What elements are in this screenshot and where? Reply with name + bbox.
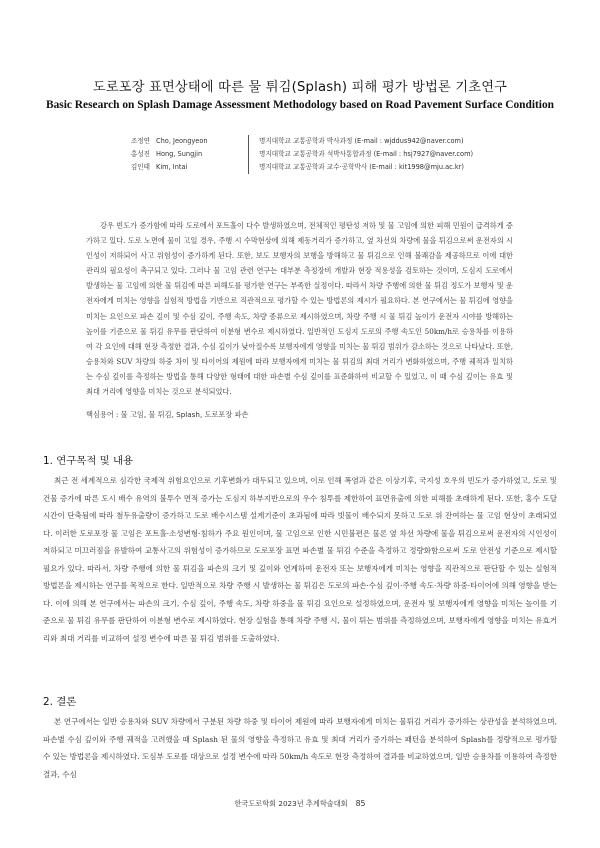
author-name-english: Kim, Intai <box>156 163 188 171</box>
footer-conference: 한국도로학회 2023년 추계학술대회 <box>234 799 348 808</box>
author-row <box>96 135 536 148</box>
section-heading-purpose: 1. 연구목적 및 내용 <box>43 455 134 467</box>
author-affiliation: 명지대학교 교통공학과 교수·공학박사 (E-mail : kit1998@mju.ac.kr) <box>248 161 464 174</box>
author-name-korean: 조정연 <box>130 137 150 145</box>
title-korean: 도로포장 표면상태에 따른 물 튀김(Splash) 피해 평가 방법론 기초연구 <box>92 80 508 95</box>
author-row <box>96 161 536 174</box>
page-number: 85 <box>355 799 366 808</box>
page-footer <box>0 799 600 809</box>
title-english: Basic Research on Splash Damage Assessment Methodology based on Road Pavement Surface Condition <box>46 99 554 111</box>
author-affiliation: 명지대학교 교통공학과 석박사통합과정 (E-mail : hsj7927@naver.com) <box>248 148 473 161</box>
author-name-korean: 김인태 <box>130 163 150 171</box>
author-name-english: Cho, Jeongyeon <box>156 137 208 145</box>
author-row <box>96 148 536 161</box>
section-body-conclusion: 본 연구에서는 일반 승용차와 SUV 차량에서 구분된 차량 하중 및 타이어 제원에 따라 보행자에게 미치는 물튀김 거리가 증가하는 상관성을 분석하였으며, 파손별 수심 깊이와 주행 궤적을 고려했을 때 Splash 된 물의 영향을 측정하고 유효 및 최대 거리가 증가하는 패턴을 분석하여 Splash를 정량적으로 평가할 수 있는 방법론을 제시하였다. 도심부 도로를 대상으로 설정 변수에 따라 50km/h 속도로 현장 측정하여 결과를 비교하였으며, 일반 승용차를 이용하여 측정한 결과, 수심 <box>43 717 557 779</box>
author-name-korean: 홍성진 <box>130 150 150 158</box>
keywords: 핵심용어 : 물 고임, 물 튀김, Splash, 도로포장 파손 <box>86 410 249 419</box>
section-heading-conclusion: 2. 결론 <box>43 696 77 708</box>
author-affiliation: 명지대학교 교통공학과 박사과정 (E-mail : wjddus942@naver.com) <box>248 135 464 148</box>
author-block <box>96 135 536 174</box>
author-name-english: Hong, Sungjin <box>156 150 203 158</box>
abstract: 강우 빈도가 증가함에 따라 도로에서 포트홀이 다수 발생하였으며, 전체적인 평탄성 저하 및 물 고임에 의한 피해 민원이 급격하게 증가하고 있다. 도로 노면에 물이 고일 경우, 주행 시 수막현상에 의해 제동거리가 증가하고, 옆 차선의 차량에 물을 튀김으로써 운전자의 시인성이 저하되어 사고 위험성이 증가하게 된다. 또한, 보도 보행자의 보행을 방해하고 물 튀김으로 인해 불쾌감을 제공하므로 이에 대한 관리의 필요성이 촉구되고 있다. 그러나 물 고임 관련 연구는 대부분 측정장비 개발과 현장 적용성을 검토하는 것이며, 도심지 도로에서 발생하는 물 고임에 의한 물 튀김에 따른 피해도를 평가한 연구는 부족한 실정이다. 따라서 차량 주행에 의한 물 튀김 정도가 보행자 및 운전자에게 미치는 영향을 실험적 방법을 기반으로 직관적으로 평가할 수 있는 방법론의 제시가 필요하다. 본 연구에서는 물 튀김에 영향을 미치는 요인으로 파손 깊이 및 수심 깊이, 주행 속도, 차량 종류으로 제시하였으며, 차량 주행 시 물 튀김 높이가 운전자 시야를 방해하는 높이를 기준으로 물 튀김 유무를 판단하여 이분형 변수로 제시하였다. 일반적인 도심지 도로의 주행 속도인 50km/h로 승용차를 이용하여 각 요인에 대해 현장 측정한 결과, 수심 깊이가 낮아질수록 보행자에게 영향을 미치는 물 튀김 범위가 감소하는 것으로 나타났다. 또한, 승용차와 SUV 차량의 하중 차이 및 타이어의 제원에 따라 보행자에게 미치는 물 튀김의 최대 거리가 변화하였으며, 주행 궤적과 일치하는 수심 깊이를 측정하는 방법을 통해 다양한 형태에 대한 파손별 수심 깊이를 표준화하여 비교할 수 있었고, 이 때 수심 깊이는 유효 및 최대 거리에 영향을 미치는 것으로 분석되었다. <box>86 221 513 397</box>
section-body-purpose: 최근 전 세계적으로 심각한 국제적 위험요인으로 기후변화가 대두되고 있으며, 이로 인해 폭염과 같은 이상기후, 국지성 호우의 빈도가 증가하였고, 도로 및 건물 증가에 따른 도시 배수 유역의 불투수 면적 증가는 도심지 하부지반으로의 우수 침투를 제한하여 표면유출에 의한 피해를 초래하게 된다. 또한, 홍수 도달시간이 단축됨에 따라 첨두유출량이 증가하고 도로 배수시스템 설계기준이 초과됨에 따라 빗물이 배수되지 못하고 도로 위 잔여하는 물 고임 현상이 초래되었다. 이러한 도로포장 물 고임은 포트홀·소성변형·침하가 주요 원인이며, 물 고임으로 인한 시민불편은 물론 옆 차선 차량에 물을 튀김으로써 운전자의 시인성이 저하되고 미끄러짐을 유발하여 교통사고의 위험성이 증가하므로 도로포장 표면 파손별 물 튀김 수준을 측정하고 정량화함으로써 도로 안전성 기준으로 제시할 필요가 있다. 따라서, 차량 주행에 의한 물 튀김을 파손의 크기 및 깊이와 연계하여 운전자 또는 보행자에게 미치는 영향을 직관적으로 판단할 수 있는 실험적 방법론을 제시하는 연구를 목적으로 한다. 일반적으로 차량 주행 시 발생하는 물 튀김은 도로의 파손·수심 깊이·주행 속도·차량 하중·타이어에 의해 영향을 받는다. 이에 의해 본 연구에서는 파손의 크기, 수심 깊이, 주행 속도, 차량 하중을 물 튀김 요인으로 설정하였으며, 운전자 및 보행자에게 영향을 미치는 높이를 기준으로 물 튀김 유무를 판단하여 이분형 변수로 제시하였다. 현장 실험을 통해 차량 주행 시, 물이 튀는 범위를 측정하였으며, 보행자에게 영향을 미치는 유효거리와 최대 거리를 비교하여 설정 변수에 따른 물 튀김 범위를 도출하였다. <box>43 476 557 643</box>
